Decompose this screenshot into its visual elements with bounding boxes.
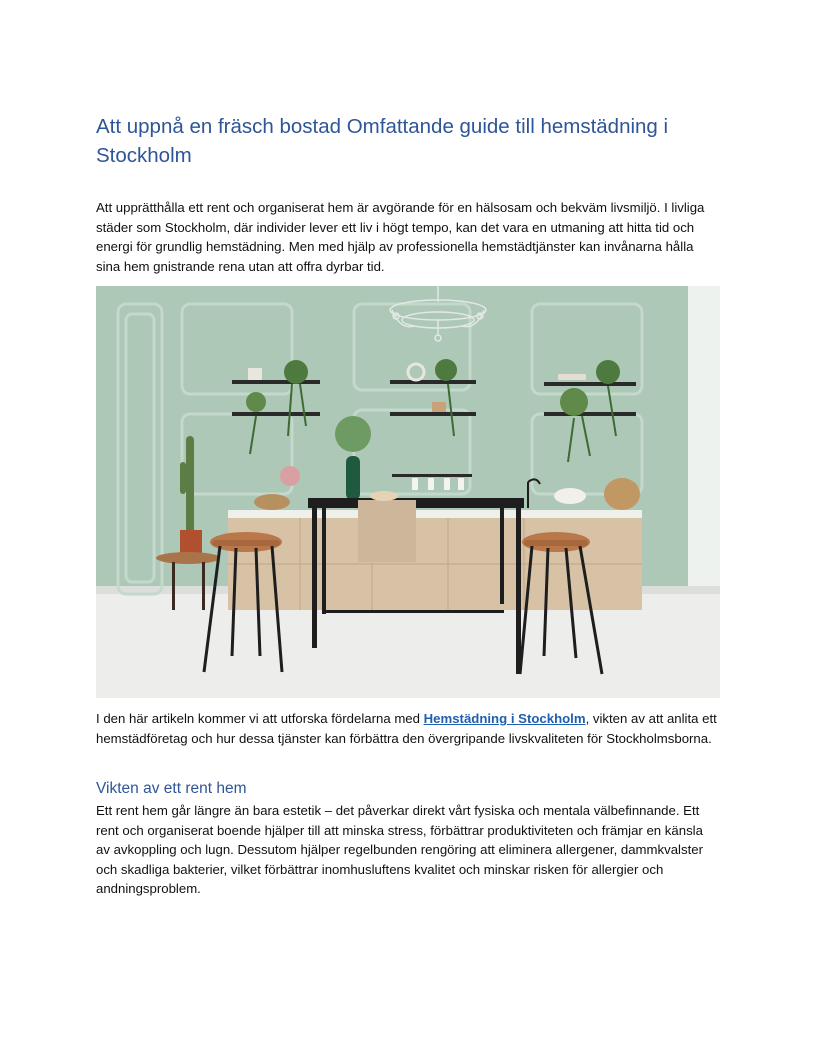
after-image-paragraph xyxy=(96,709,720,748)
table-runner xyxy=(358,500,416,562)
countertop xyxy=(228,510,642,518)
hemstadning-stockholm-link[interactable]: Hemstädning i Stockholm xyxy=(423,711,586,726)
intro-paragraph: Att upprätthålla ett rent och organiserat hem är avgörande för en hälsosam och bekväm livsmiljö. I livliga städer som Stockholm, där individer lever ett liv i högt tempo, kan det vara en utmaning att hitta tid och energi för grundlig hemstädning. Men med hjälp av professionella hemstädtjänster kan invånarna hålla sina hem gnistrande rena utan att offra dyrbar tid. xyxy=(96,200,705,274)
section-heading: Vikten av ett rent hem xyxy=(96,780,247,797)
document-title: Att uppnå en fräsch bostad Omfattande guide till hemstädning i Stockholm xyxy=(96,115,669,167)
kitchen-photo xyxy=(96,286,720,698)
paragraph-text-before-link: I den här artikeln kommer vi att utforska fördelarna med xyxy=(96,711,424,726)
paragraph-text-after-link: , vikten av att anlita ett hemstädföretag och hur dessa tjänster kan förbättra den övergripande livskvaliteten för Stockholmsborna. xyxy=(96,711,717,746)
section-body: Ett rent hem går längre än bara estetik – det påverkar direkt vårt fysiska och mentala välbefinnande. Ett rent och organiserat boende hjälper till att minska stress, förbättrar produktiviteten och främjar en känsla av avkoppling och lugn. Dessutom hjälper regelbunden rengöring att eliminera allergener, dammkvalster och skadliga bakterier, vilket förbättrar inomhusluftens kvalitet och minskar risken för allergier och andningsproblem. xyxy=(96,803,703,897)
